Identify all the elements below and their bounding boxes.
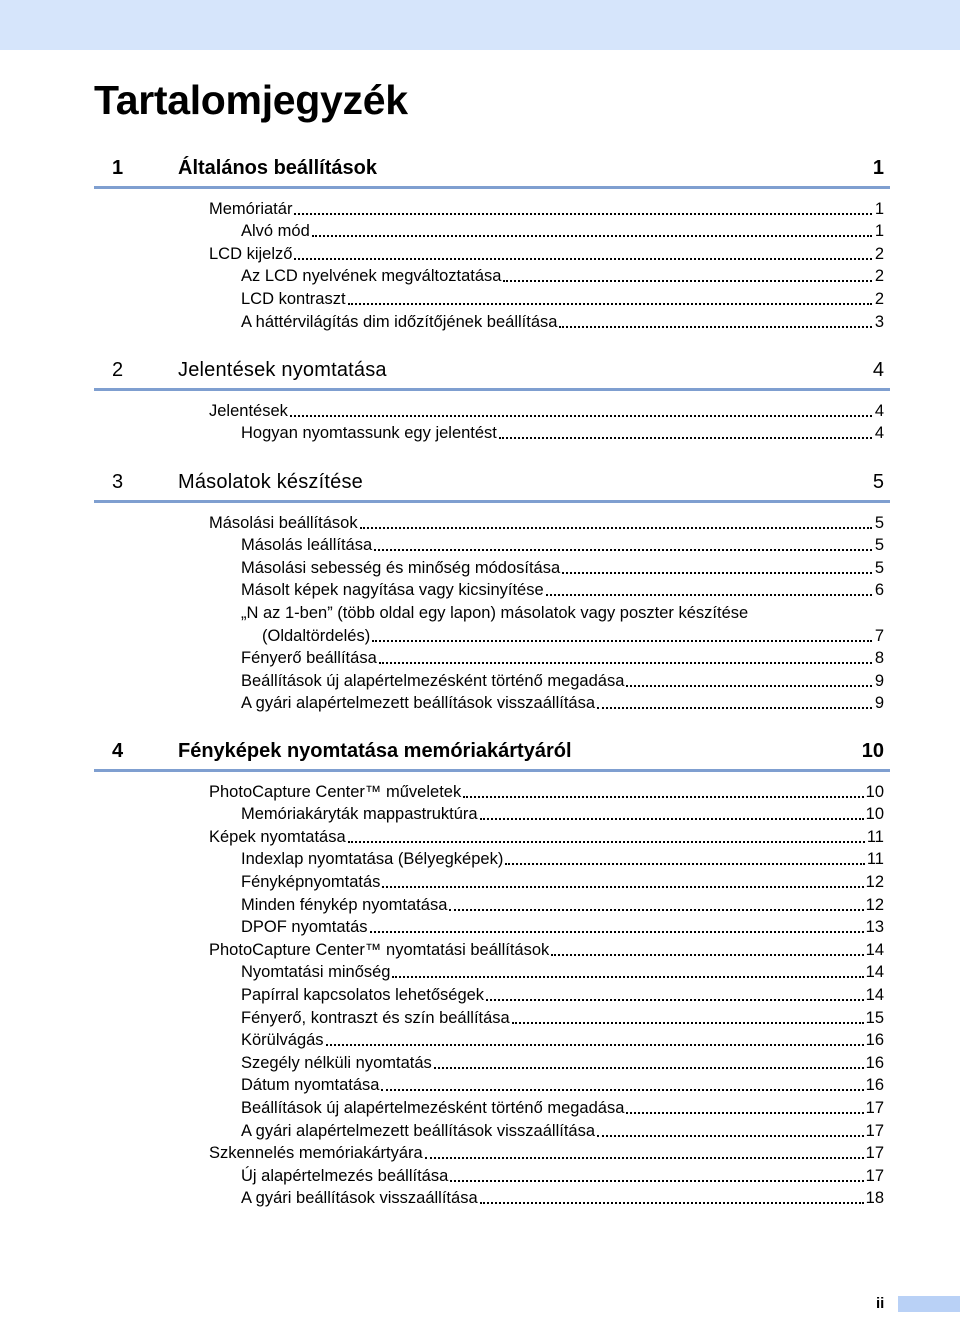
toc-entry[interactable] — [94, 824, 890, 847]
toc-entry[interactable] — [94, 802, 890, 825]
entry-label: DPOF nyomtatás — [241, 918, 368, 937]
entry-label: Másolás leállítása — [241, 536, 373, 555]
entry-page: 1 — [874, 222, 884, 241]
dot-leader — [597, 1134, 864, 1137]
toc-entry[interactable] — [94, 691, 890, 714]
dot-leader — [449, 908, 863, 911]
dot-leader — [597, 706, 872, 709]
entry-label: Memóriatár — [209, 199, 293, 218]
dot-leader — [370, 930, 864, 933]
entry-page: 1 — [874, 199, 884, 218]
entry-page: 17 — [865, 1121, 884, 1140]
entry-page: 6 — [874, 581, 884, 600]
page-title: Tartalomjegyzék — [94, 77, 408, 123]
header-band — [0, 0, 960, 50]
entry-page: 4 — [874, 424, 884, 443]
dot-leader — [372, 639, 872, 642]
dot-leader — [434, 1066, 864, 1069]
dot-leader — [480, 1201, 864, 1204]
entry-label: Minden fénykép nyomtatása — [241, 895, 448, 914]
entry-label: A gyári alapértelmezett beállítások visszaállítása — [241, 1121, 596, 1140]
entry-label: Másolt képek nagyítása vagy kicsinyítése — [241, 581, 544, 600]
entry-page: 11 — [866, 850, 884, 869]
entry-page: 17 — [865, 1098, 884, 1117]
dot-leader — [382, 885, 863, 888]
entry-page: 2 — [874, 267, 884, 286]
entry-page: 17 — [865, 1144, 884, 1163]
chapter-1-heading[interactable] — [94, 146, 890, 189]
entry-page: 3 — [874, 312, 884, 331]
dot-leader — [326, 1043, 864, 1046]
chapter-page: 1 — [872, 157, 884, 179]
entry-label: Az LCD nyelvének megváltoztatása — [241, 267, 502, 286]
entry-label-continuation: (Oldaltördelés) — [262, 626, 371, 645]
toc-entry[interactable] — [94, 937, 890, 960]
entry-label: A háttérvilágítás dim időzítőjének beállítása — [241, 312, 558, 331]
toc-entry[interactable] — [94, 578, 890, 601]
dot-leader — [312, 234, 872, 237]
chapter-number: 2 — [112, 359, 124, 381]
dot-leader — [559, 325, 872, 328]
dot-leader — [505, 862, 865, 865]
dot-leader — [425, 1156, 864, 1159]
dot-leader — [379, 661, 872, 664]
chapter-title: Fényképek nyomtatása memóriakártyáról — [178, 740, 572, 762]
entry-page: 12 — [865, 895, 884, 914]
chapter-2-heading[interactable] — [94, 348, 890, 391]
entry-page: 2 — [874, 289, 884, 308]
toc-entry[interactable] — [94, 555, 890, 578]
chapter-4-heading[interactable] — [94, 729, 890, 772]
toc-entry[interactable] — [94, 600, 890, 623]
entry-page: 11 — [866, 827, 884, 846]
toc-entry[interactable] — [94, 869, 890, 892]
chapter-3-heading[interactable] — [94, 460, 890, 503]
toc-entry[interactable] — [94, 1141, 890, 1164]
entry-label: Beállítások új alapértelmezésként történő megadása — [241, 1098, 625, 1117]
entry-label: PhotoCapture Center™ nyomtatási beállítások — [209, 940, 550, 959]
entry-label: Jelentések — [209, 401, 288, 420]
entry-page: 9 — [874, 694, 884, 713]
toc-entry[interactable] — [94, 982, 890, 1005]
dot-leader — [499, 436, 872, 439]
toc-entry[interactable] — [94, 646, 890, 669]
dot-leader — [562, 571, 872, 574]
toc-entry[interactable] — [94, 915, 890, 938]
entry-label: Másolási beállítások — [209, 513, 358, 532]
toc-entry[interactable] — [94, 847, 890, 870]
dot-leader — [348, 302, 872, 305]
dot-leader — [290, 414, 872, 417]
toc-entry[interactable] — [94, 779, 890, 802]
footer-page-number: ii — [876, 1295, 885, 1312]
entry-page: 7 — [874, 626, 884, 645]
dot-leader — [392, 975, 863, 978]
entry-label: Nyomtatási minőség — [241, 963, 391, 982]
toc-entry[interactable] — [94, 219, 890, 242]
toc-entry[interactable] — [94, 960, 890, 983]
dot-leader — [463, 795, 863, 798]
toc-entry[interactable] — [94, 1095, 890, 1118]
chapter-3-entries — [94, 510, 890, 713]
chapter-title: Jelentések nyomtatása — [178, 359, 387, 381]
entry-page: 5 — [874, 513, 884, 532]
toc-entry[interactable] — [94, 1186, 890, 1209]
entry-label: Másolási sebesség és minőség módosítása — [241, 558, 561, 577]
entry-label: „N az 1-ben” (több oldal egy lapon) másolatok vagy poszter készítése — [241, 603, 749, 622]
entry-label: PhotoCapture Center™ műveletek — [209, 782, 462, 801]
toc-entry[interactable] — [94, 196, 890, 219]
dot-leader — [450, 1179, 863, 1182]
entry-page: 18 — [865, 1189, 884, 1208]
toc-entry[interactable] — [94, 1028, 890, 1051]
toc-entry[interactable] — [94, 892, 890, 915]
toc-entry-continuation[interactable] — [94, 623, 890, 646]
chapter-title: Általános beállítások — [178, 157, 377, 179]
dot-leader — [294, 212, 872, 215]
entry-page: 13 — [865, 918, 884, 937]
toc-entry[interactable] — [94, 668, 890, 691]
toc-entry[interactable] — [94, 1118, 890, 1141]
dot-leader — [360, 526, 872, 529]
toc-entry[interactable] — [94, 264, 890, 287]
entry-label: A gyári beállítások visszaállítása — [241, 1189, 478, 1208]
entry-page: 14 — [865, 940, 884, 959]
entry-page: 17 — [865, 1166, 884, 1185]
dot-leader — [294, 257, 872, 260]
entry-page: 2 — [874, 244, 884, 263]
entry-label: LCD kijelző — [209, 244, 293, 263]
entry-page: 16 — [865, 1031, 884, 1050]
dot-leader — [480, 817, 864, 820]
entry-page: 10 — [865, 805, 884, 824]
chapter-page: 5 — [872, 471, 884, 493]
entry-page: 8 — [874, 649, 884, 668]
entry-page: 15 — [865, 1008, 884, 1027]
chapter-number: 3 — [112, 471, 124, 493]
chapter-number: 1 — [112, 157, 124, 179]
toc-entry[interactable] — [94, 1073, 890, 1096]
dot-leader — [626, 1111, 863, 1114]
dot-leader — [348, 840, 865, 843]
entry-label: Beállítások új alapértelmezésként történő megadása — [241, 671, 625, 690]
entry-label: Új alapértelmezés beállítása — [241, 1166, 449, 1185]
dot-leader — [486, 998, 864, 1001]
chapter-page: 4 — [872, 359, 884, 381]
entry-page: 5 — [874, 558, 884, 577]
entry-page: 10 — [865, 782, 884, 801]
dot-leader — [374, 548, 872, 551]
entry-label: Dátum nyomtatása — [241, 1076, 380, 1095]
entry-label: Alvó mód — [241, 222, 310, 241]
toc-entry[interactable] — [94, 286, 890, 309]
chapter-number: 4 — [112, 740, 124, 762]
chapter-1-entries — [94, 196, 890, 332]
entry-label: A gyári alapértelmezett beállítások visszaállítása — [241, 694, 596, 713]
entry-label: LCD kontraszt — [241, 289, 346, 308]
chapter-page: 10 — [861, 740, 884, 762]
entry-page: 14 — [865, 985, 884, 1004]
toc-entry[interactable] — [94, 533, 890, 556]
entry-page: 16 — [865, 1053, 884, 1072]
entry-label: Papírral kapcsolatos lehetőségek — [241, 985, 485, 1004]
chapter-4-entries — [94, 779, 890, 1208]
entry-page: 5 — [874, 536, 884, 555]
entry-page: 9 — [874, 671, 884, 690]
chapter-2-entries — [94, 398, 890, 443]
toc-entry[interactable] — [94, 241, 890, 264]
dot-leader — [626, 684, 872, 687]
toc-entry[interactable] — [94, 309, 890, 332]
toc-entry[interactable] — [94, 421, 890, 444]
entry-page: 14 — [865, 963, 884, 982]
entry-label: Képek nyomtatása — [209, 827, 346, 846]
entry-label: Körülvágás — [241, 1031, 324, 1050]
entry-label: Szkennelés memóriakártyára — [209, 1144, 423, 1163]
chapter-title: Másolatok készítése — [178, 471, 363, 493]
dot-leader — [503, 279, 872, 282]
toc-entry[interactable] — [94, 398, 890, 421]
entry-label: Memóriakáryták mappastruktúra — [241, 805, 478, 824]
entry-page: 16 — [865, 1076, 884, 1095]
toc-entry[interactable] — [94, 510, 890, 533]
entry-label: Fényerő beállítása — [241, 649, 377, 668]
entry-label: Fényképnyomtatás — [241, 872, 381, 891]
entry-label: Hogyan nyomtassunk egy jelentést — [241, 424, 497, 443]
entry-page: 12 — [865, 872, 884, 891]
dot-leader — [551, 953, 863, 956]
entry-label: Szegély nélküli nyomtatás — [241, 1053, 432, 1072]
entry-label: Indexlap nyomtatása (Bélyegképek) — [241, 850, 504, 869]
dot-leader — [381, 1088, 863, 1091]
entry-label: Fényerő, kontraszt és szín beállítása — [241, 1008, 510, 1027]
toc-entry[interactable] — [94, 1005, 890, 1028]
toc-entry[interactable] — [94, 1163, 890, 1186]
footer-band — [898, 1296, 960, 1312]
dot-leader — [546, 593, 872, 596]
dot-leader — [512, 1021, 864, 1024]
entry-page: 4 — [874, 401, 884, 420]
toc-entry[interactable] — [94, 1050, 890, 1073]
